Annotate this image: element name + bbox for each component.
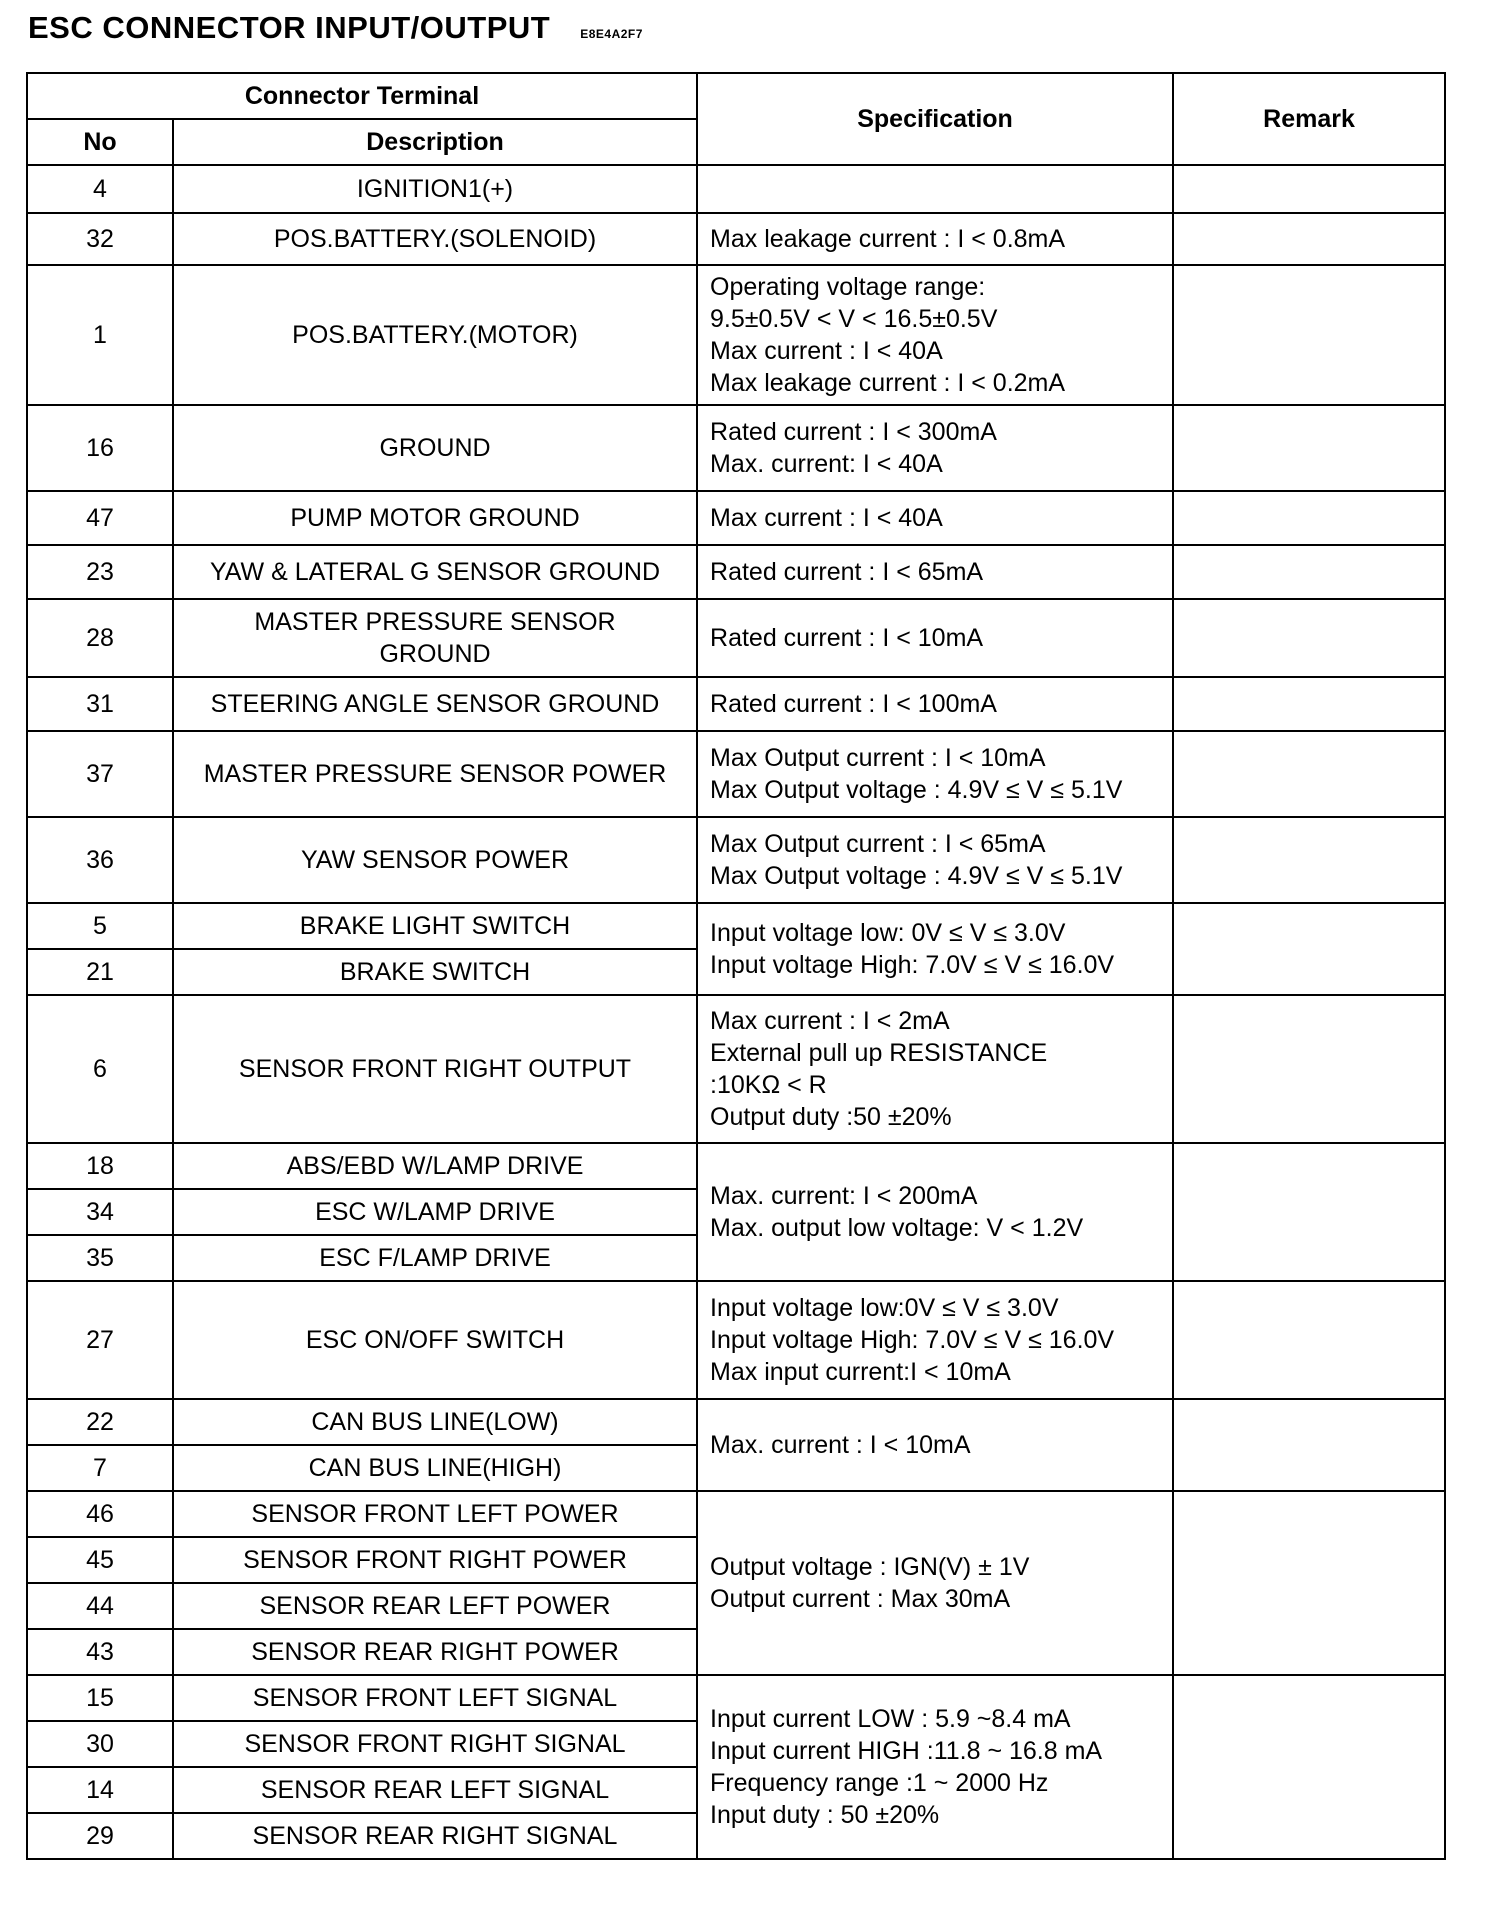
- terminal-number: 34: [27, 1189, 173, 1235]
- spec-line: Input voltage High: 7.0V ≤ V ≤ 16.0V: [710, 951, 1115, 979]
- spec-line: Output voltage : IGN(V) ± 1V: [710, 1553, 1030, 1581]
- spec-line: 9.5±0.5V < V < 16.5±0.5V: [710, 305, 998, 333]
- terminal-description: POS.BATTERY.(SOLENOID): [173, 213, 697, 265]
- specification-cell: [697, 1491, 1173, 1675]
- table-row: [27, 599, 1445, 677]
- terminal-description: SENSOR FRONT RIGHT OUTPUT: [173, 995, 697, 1143]
- terminal-number: 27: [27, 1281, 173, 1399]
- terminal-description: POS.BATTERY.(MOTOR): [173, 265, 697, 405]
- specification-header: Specification: [697, 73, 1173, 165]
- spec-line: Max leakage current : I < 0.2mA: [710, 369, 1066, 397]
- terminal-number: 23: [27, 545, 173, 599]
- terminal-description: YAW & LATERAL G SENSOR GROUND: [173, 545, 697, 599]
- remark-cell: [1173, 1143, 1445, 1281]
- terminal-description: SENSOR REAR LEFT POWER: [173, 1583, 697, 1629]
- remark-cell: [1173, 731, 1445, 817]
- table-row: [27, 545, 1445, 599]
- specification-cell: [697, 903, 1173, 995]
- terminal-number: 1: [27, 265, 173, 405]
- terminal-description: ESC W/LAMP DRIVE: [173, 1189, 697, 1235]
- table-row: [27, 491, 1445, 545]
- table-row: [27, 903, 1445, 949]
- terminal-number: 4: [27, 165, 173, 213]
- terminal-description: CAN BUS LINE(HIGH): [173, 1445, 697, 1491]
- spec-line: Output duty :50 ±20%: [710, 1103, 952, 1131]
- remark-cell: [1173, 1281, 1445, 1399]
- terminal-description: BRAKE SWITCH: [173, 949, 697, 995]
- terminal-number: 46: [27, 1491, 173, 1537]
- terminal-number: 22: [27, 1399, 173, 1445]
- table-row: [27, 1491, 1445, 1537]
- terminal-description: SENSOR REAR RIGHT SIGNAL: [173, 1813, 697, 1859]
- terminal-number: 32: [27, 213, 173, 265]
- remark-cell: [1173, 405, 1445, 491]
- spec-line: Max leakage current : I < 0.8mA: [710, 225, 1066, 253]
- terminal-description: IGNITION1(+): [173, 165, 697, 213]
- specification-cell: [697, 1281, 1173, 1399]
- remark-cell: [1173, 599, 1445, 677]
- specification-cell: [697, 1143, 1173, 1281]
- specification-cell: [697, 545, 1173, 599]
- terminal-number: 37: [27, 731, 173, 817]
- remark-cell: [1173, 491, 1445, 545]
- terminal-number: 7: [27, 1445, 173, 1491]
- terminal-number: 5: [27, 903, 173, 949]
- terminal-description: BRAKE LIGHT SWITCH: [173, 903, 697, 949]
- spec-line: Max current : I < 40A: [710, 504, 943, 532]
- spec-line: Max current : I < 40A: [710, 337, 943, 365]
- spec-line: External pull up RESISTANCE: [710, 1039, 1048, 1067]
- spec-line: Output current : Max 30mA: [710, 1585, 1011, 1613]
- page-title: ESC CONNECTOR INPUT/OUTPUT: [28, 10, 551, 45]
- terminal-description: YAW SENSOR POWER: [173, 817, 697, 903]
- spec-line: Frequency range :1 ~ 2000 Hz: [710, 1769, 1049, 1797]
- specification-cell: [697, 1675, 1173, 1859]
- spec-line: Input voltage low:0V ≤ V ≤ 3.0V: [710, 1294, 1059, 1322]
- terminal-description: SENSOR FRONT RIGHT SIGNAL: [173, 1721, 697, 1767]
- specification-cell: [697, 165, 1173, 213]
- spec-line: Max Output current : I < 10mA: [710, 744, 1046, 772]
- spec-line: Max Output voltage : 4.9V ≤ V ≤ 5.1V: [710, 862, 1123, 890]
- spec-line: Max current : I < 2mA: [710, 1007, 950, 1035]
- table-row: [27, 1675, 1445, 1721]
- terminal-number: 16: [27, 405, 173, 491]
- header-row-1: [27, 73, 1445, 119]
- document-code: E8E4A2F7: [580, 27, 643, 41]
- spec-line: Operating voltage range:: [710, 273, 986, 301]
- remark-cell: [1173, 1399, 1445, 1491]
- terminal-number: 35: [27, 1235, 173, 1281]
- table-row: [27, 995, 1445, 1143]
- terminal-description: SENSOR FRONT LEFT SIGNAL: [173, 1675, 697, 1721]
- terminal-description: MASTER PRESSURE SENSOR GROUND: [173, 599, 697, 677]
- spec-line: Input voltage low: 0V ≤ V ≤ 3.0V: [710, 919, 1066, 947]
- no-header: No: [27, 119, 173, 165]
- terminal-description: SENSOR FRONT RIGHT POWER: [173, 1537, 697, 1583]
- remark-cell: [1173, 545, 1445, 599]
- specification-cell: [697, 491, 1173, 545]
- spec-line: Rated current : I < 10mA: [710, 624, 984, 652]
- terminal-description: SENSOR REAR RIGHT POWER: [173, 1629, 697, 1675]
- terminal-number: 6: [27, 995, 173, 1143]
- spec-line: Input current LOW : 5.9 ~8.4 mA: [710, 1705, 1071, 1733]
- specification-cell: [697, 599, 1173, 677]
- specification-cell: [697, 817, 1173, 903]
- connector-spec-table: [26, 72, 1446, 1860]
- spec-line: Max. output low voltage: V < 1.2V: [710, 1214, 1084, 1242]
- table-header: [27, 73, 1445, 165]
- remark-cell: [1173, 213, 1445, 265]
- spec-line: Rated current : I < 100mA: [710, 690, 997, 718]
- terminal-description: PUMP MOTOR GROUND: [173, 491, 697, 545]
- terminal-number: 47: [27, 491, 173, 545]
- terminal-description: SENSOR FRONT LEFT POWER: [173, 1491, 697, 1537]
- table-row: [27, 817, 1445, 903]
- terminal-number: 14: [27, 1767, 173, 1813]
- specification-cell: [697, 213, 1173, 265]
- terminal-description: ESC ON/OFF SWITCH: [173, 1281, 697, 1399]
- terminal-description: MASTER PRESSURE SENSOR POWER: [173, 731, 697, 817]
- terminal-number: 36: [27, 817, 173, 903]
- table-row: [27, 1143, 1445, 1189]
- table-row: [27, 677, 1445, 731]
- spec-line: Input current HIGH :11.8 ~ 16.8 mA: [710, 1737, 1103, 1765]
- remark-cell: [1173, 1675, 1445, 1859]
- spec-line: Max Output voltage : 4.9V ≤ V ≤ 5.1V: [710, 776, 1123, 804]
- connector-terminal-header: Connector Terminal: [27, 73, 697, 119]
- remark-header: Remark: [1173, 73, 1445, 165]
- remark-cell: [1173, 677, 1445, 731]
- terminal-number: 43: [27, 1629, 173, 1675]
- table-row: [27, 265, 1445, 405]
- spec-line: Input duty : 50 ±20%: [710, 1801, 940, 1829]
- spec-line: Rated current : I < 65mA: [710, 558, 984, 586]
- remark-cell: [1173, 817, 1445, 903]
- terminal-number: 30: [27, 1721, 173, 1767]
- spec-line: Input voltage High: 7.0V ≤ V ≤ 16.0V: [710, 1326, 1115, 1354]
- terminal-description: ABS/EBD W/LAMP DRIVE: [173, 1143, 697, 1189]
- specification-cell: [697, 995, 1173, 1143]
- terminal-description: GROUND: [173, 405, 697, 491]
- spec-line: Max input current:I < 10mA: [710, 1358, 1011, 1386]
- table-row: [27, 405, 1445, 491]
- terminal-description: ESC F/LAMP DRIVE: [173, 1235, 697, 1281]
- terminal-number: 28: [27, 599, 173, 677]
- terminal-number: 29: [27, 1813, 173, 1859]
- remark-cell: [1173, 165, 1445, 213]
- terminal-number: 21: [27, 949, 173, 995]
- specification-cell: [697, 265, 1173, 405]
- remark-cell: [1173, 995, 1445, 1143]
- terminal-description: SENSOR REAR LEFT SIGNAL: [173, 1767, 697, 1813]
- terminal-number: 45: [27, 1537, 173, 1583]
- table-body: [27, 165, 1445, 1859]
- specification-cell: [697, 731, 1173, 817]
- spec-line: Max. current : I < 10mA: [710, 1431, 971, 1459]
- terminal-description: CAN BUS LINE(LOW): [173, 1399, 697, 1445]
- title-row: [28, 10, 643, 54]
- table-row: [27, 213, 1445, 265]
- terminal-number: 18: [27, 1143, 173, 1189]
- remark-cell: [1173, 265, 1445, 405]
- terminal-number: 44: [27, 1583, 173, 1629]
- spec-line: Max. current: I < 40A: [710, 450, 943, 478]
- description-header: Description: [173, 119, 697, 165]
- table-row: [27, 1281, 1445, 1399]
- table-row: [27, 1399, 1445, 1445]
- remark-cell: [1173, 903, 1445, 995]
- spec-line: :10KΩ < R: [710, 1071, 827, 1099]
- table-row: [27, 165, 1445, 213]
- terminal-number: 31: [27, 677, 173, 731]
- spec-line: Max. current: I < 200mA: [710, 1182, 978, 1210]
- table-row: [27, 731, 1445, 817]
- specification-cell: [697, 677, 1173, 731]
- spec-line: Max Output current : I < 65mA: [710, 830, 1046, 858]
- terminal-number: 15: [27, 1675, 173, 1721]
- terminal-description: STEERING ANGLE SENSOR GROUND: [173, 677, 697, 731]
- remark-cell: [1173, 1491, 1445, 1675]
- spec-line: Rated current : I < 300mA: [710, 418, 997, 446]
- specification-cell: [697, 1399, 1173, 1491]
- specification-cell: [697, 405, 1173, 491]
